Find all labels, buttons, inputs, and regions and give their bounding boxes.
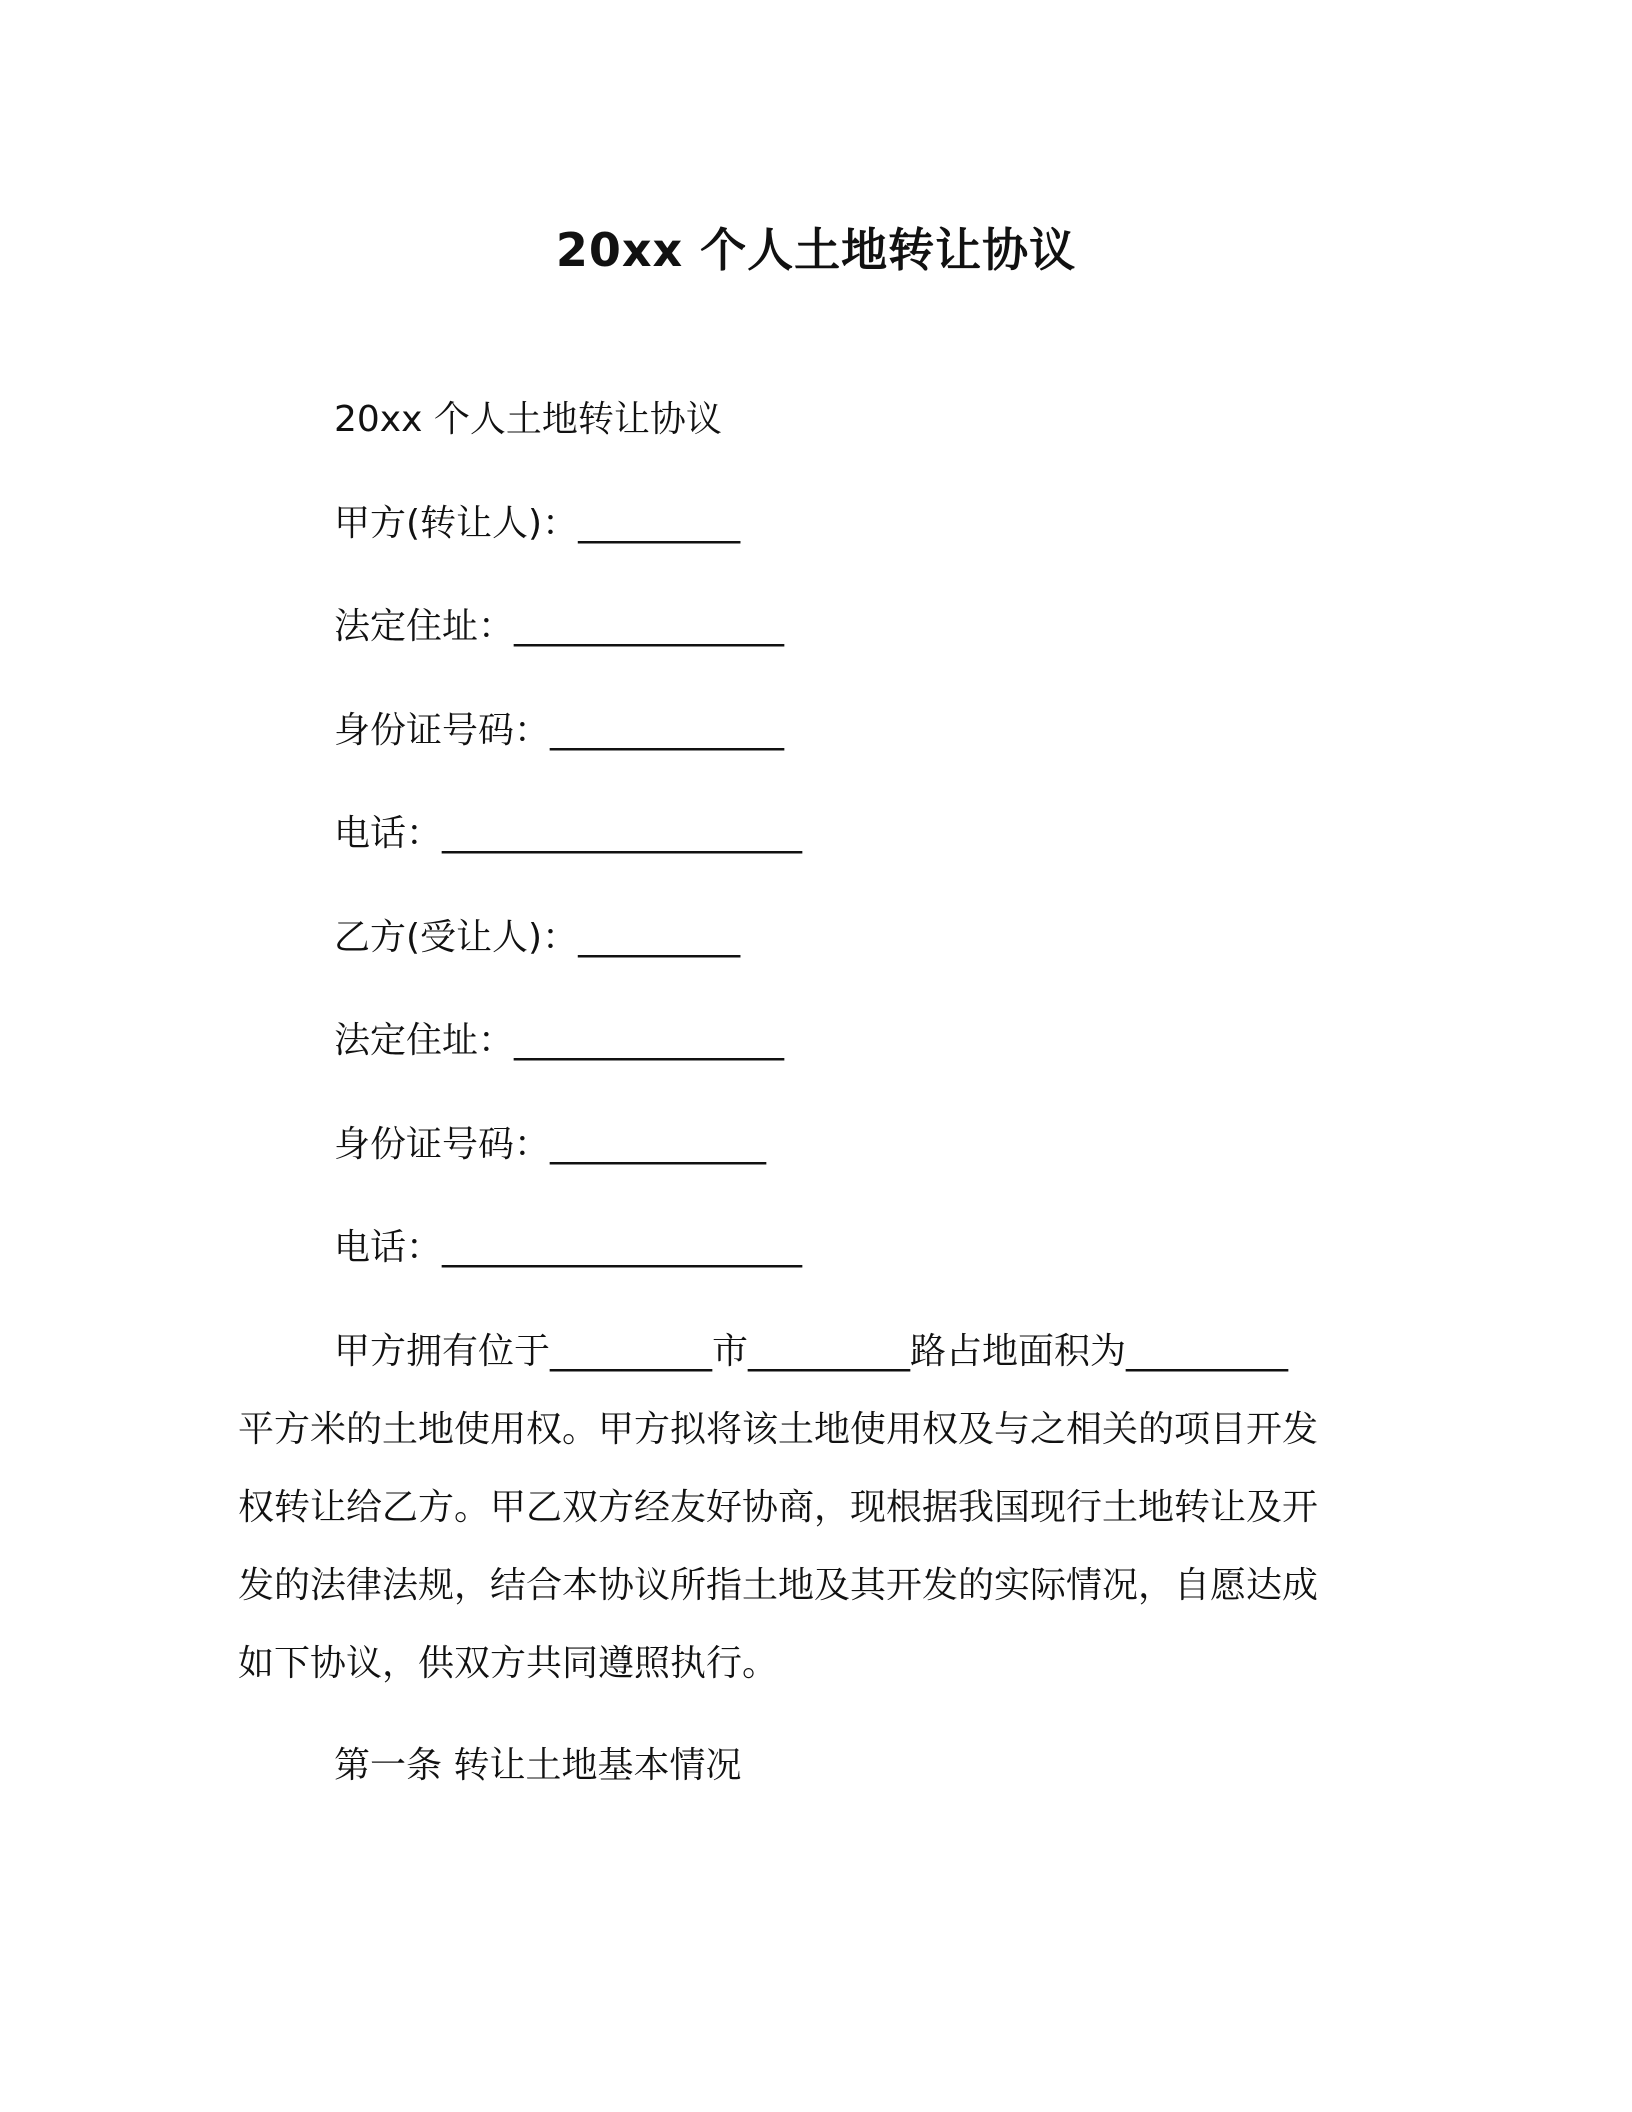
party-a-address: 法定住址：_______________ — [334, 606, 785, 647]
intro-line: 如下协议，供双方共同遵照执行。 — [238, 1643, 779, 1684]
intro-line: 权转让给乙方。甲乙双方经友好协商，现根据我国现行土地转让及开 — [238, 1487, 1319, 1528]
document-subtitle: 20xx 个人土地转让协议 — [334, 399, 722, 440]
intro-line — [238, 1313, 1388, 1391]
party-b-label: 乙方(受让人)：_________ — [334, 917, 741, 958]
party-a-id-number: 身份证号码：_____________ — [334, 710, 785, 751]
intro-paragraph — [238, 1313, 1388, 1703]
party-b-id-number: 身份证号码：____________ — [334, 1124, 767, 1165]
party-a-label: 甲方(转让人)：_________ — [334, 503, 741, 544]
document-title: 20xx 个人土地转让协议 — [555, 223, 1077, 277]
party-b-phone: 电话：____________________ — [334, 1227, 803, 1268]
intro-line: 平方米的土地使用权。甲方拟将该土地使用权及与之相关的项目开发 — [238, 1409, 1319, 1450]
intro-line-text: 甲方拥有位于_________市_________路占地面积为_________ — [334, 1331, 1289, 1372]
article-1-heading: 第一条 转让土地基本情况 — [334, 1745, 742, 1786]
party-a-phone: 电话：____________________ — [334, 813, 803, 854]
party-b-address: 法定住址：_______________ — [334, 1020, 785, 1061]
intro-line: 发的法律法规，结合本协议所指土地及其开发的实际情况，自愿达成 — [238, 1565, 1319, 1606]
